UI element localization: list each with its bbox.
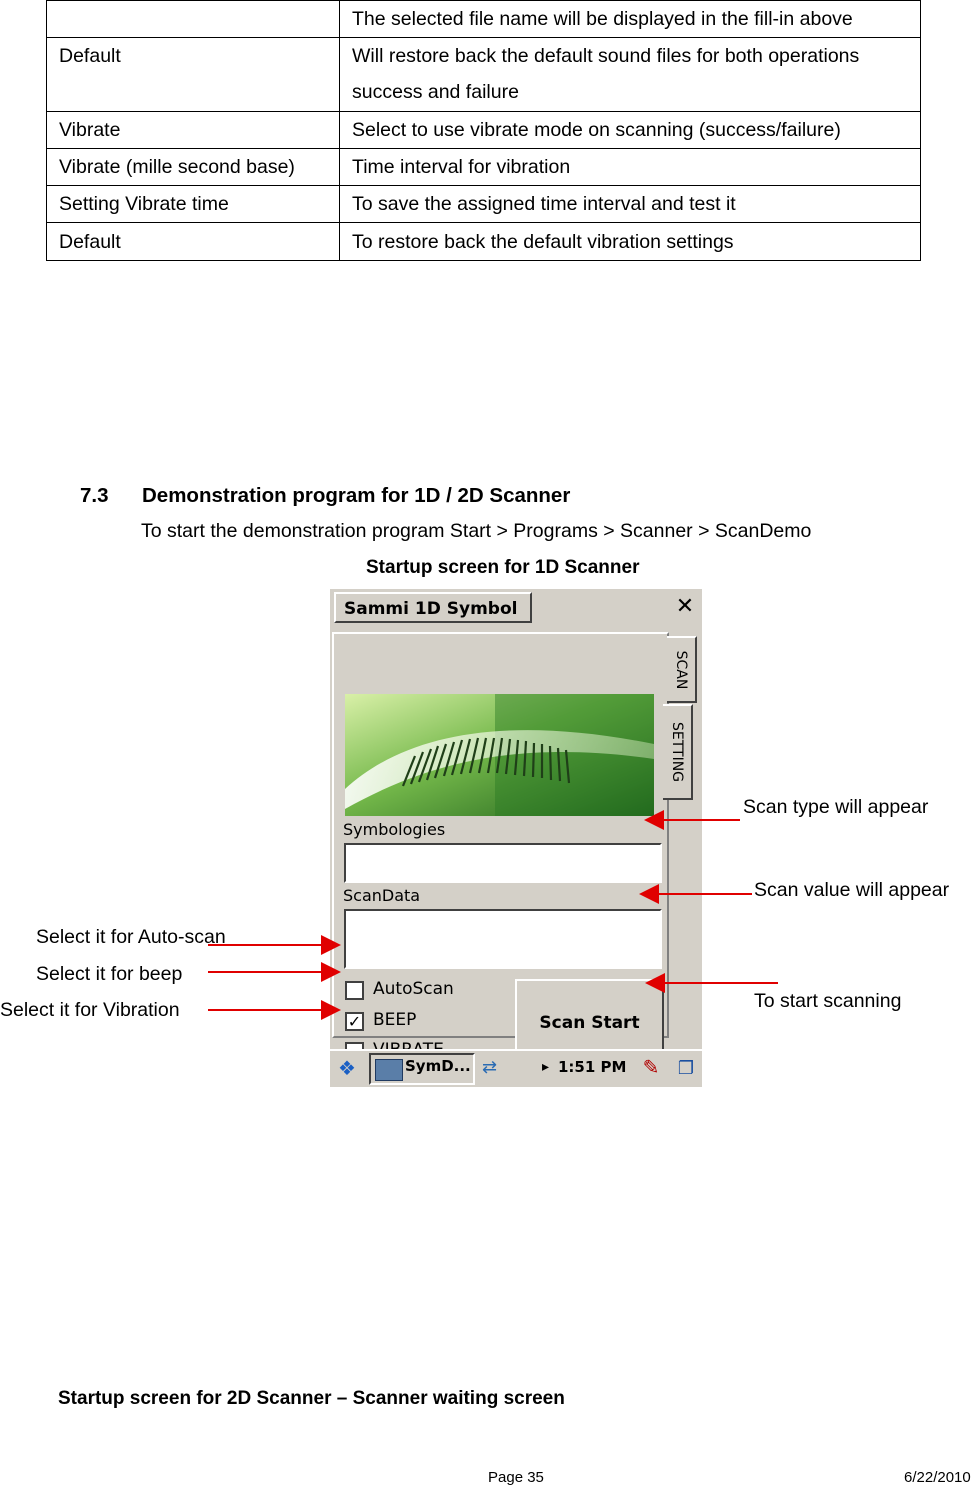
symbologies-label: Symbologies bbox=[343, 820, 446, 839]
table-row bbox=[47, 223, 921, 261]
tray-expand-icon[interactable]: ▸ bbox=[542, 1058, 550, 1074]
autoscan-label: AutoScan bbox=[373, 979, 454, 999]
table-row bbox=[47, 112, 921, 149]
tab-setting[interactable] bbox=[663, 704, 693, 800]
window-switch-icon[interactable]: ❐ bbox=[677, 1058, 695, 1078]
table-cell-name: Vibrate bbox=[47, 112, 340, 149]
taskbar-item-label: SymD... bbox=[405, 1057, 471, 1075]
beep-label: BEEP bbox=[373, 1010, 417, 1030]
settings-table bbox=[46, 0, 921, 261]
beep-checkbox[interactable]: ✓ bbox=[345, 1012, 364, 1031]
taskbar bbox=[330, 1049, 702, 1087]
table-cell-desc: To save the assigned time interval and test it bbox=[340, 186, 921, 223]
callout-start-scanning: To start scanning bbox=[754, 990, 902, 1012]
tab-scan[interactable] bbox=[667, 636, 697, 703]
system-tray bbox=[482, 1055, 632, 1083]
network-icon[interactable]: ⇄ bbox=[482, 1057, 498, 1077]
figure-caption-2d: Startup screen for 2D Scanner – Scanner waiting screen bbox=[58, 1388, 565, 1409]
barcode-banner-image bbox=[345, 694, 654, 816]
page-number: Page 35 bbox=[488, 1469, 544, 1486]
clock[interactable]: 1:51 PM bbox=[558, 1058, 627, 1076]
tab-setting-label: SETTING bbox=[669, 721, 685, 783]
table-cell-name: Setting Vibrate time bbox=[47, 186, 340, 223]
input-panel-icon[interactable]: ✎ bbox=[642, 1057, 660, 1079]
device-screenshot bbox=[330, 589, 702, 1087]
scan-start-button[interactable]: Scan Start bbox=[515, 979, 664, 1068]
table-row bbox=[47, 1, 921, 38]
scandata-field[interactable] bbox=[344, 909, 662, 969]
tab-scan-label: SCAN bbox=[673, 650, 689, 689]
table-cell-desc: The selected file name will be displayed in the fill-in above bbox=[340, 1, 921, 38]
autoscan-checkbox[interactable] bbox=[345, 981, 364, 1000]
section-title: Demonstration program for 1D / 2D Scanner bbox=[142, 484, 571, 507]
app-title[interactable]: Sammi 1D Symbol bbox=[334, 592, 532, 623]
app-icon bbox=[375, 1059, 403, 1081]
table-row bbox=[47, 38, 921, 112]
app-titlebar bbox=[330, 589, 702, 627]
callout-scan-value: Scan value will appear bbox=[754, 879, 950, 901]
callout-auto-scan: Select it for Auto-scan bbox=[36, 926, 226, 948]
section-intro: To start the demonstration program Start > Programs > Scanner > ScanDemo bbox=[141, 520, 812, 542]
table-cell-desc: To restore back the default vibration settings bbox=[340, 223, 921, 261]
table-cell-desc-line2: success and failure bbox=[352, 81, 519, 103]
table-cell-name: Default bbox=[47, 223, 340, 261]
table-cell-name bbox=[47, 1, 340, 38]
close-icon[interactable]: ✕ bbox=[675, 594, 695, 619]
callout-vibration: Select it for Vibration bbox=[0, 999, 180, 1021]
section-number: 7.3 bbox=[80, 484, 109, 507]
start-windows-icon[interactable]: ❖ bbox=[338, 1058, 356, 1080]
table-row bbox=[47, 149, 921, 186]
table-cell-desc bbox=[340, 38, 921, 112]
page-date: 6/22/2010 bbox=[904, 1469, 971, 1486]
table-cell-desc-line1: Will restore back the default sound files for both operations bbox=[352, 45, 860, 67]
table-row bbox=[47, 186, 921, 223]
taskbar-item-symd[interactable] bbox=[369, 1053, 475, 1085]
scan-tab-panel bbox=[332, 632, 669, 1038]
barcode-leaf-graphic bbox=[345, 694, 654, 816]
table-cell-name: Default bbox=[47, 38, 340, 112]
callout-scan-type: Scan type will appear bbox=[743, 796, 929, 818]
table-cell-desc: Time interval for vibration bbox=[340, 149, 921, 186]
symbologies-field[interactable] bbox=[344, 843, 662, 883]
scandata-label: ScanData bbox=[343, 886, 421, 905]
table-cell-desc: Select to use vibrate mode on scanning (success/failure) bbox=[340, 112, 921, 149]
figure-caption-1d: Startup screen for 1D Scanner bbox=[366, 557, 640, 578]
table-cell-name: Vibrate (mille second base) bbox=[47, 149, 340, 186]
callout-beep: Select it for beep bbox=[36, 963, 183, 985]
